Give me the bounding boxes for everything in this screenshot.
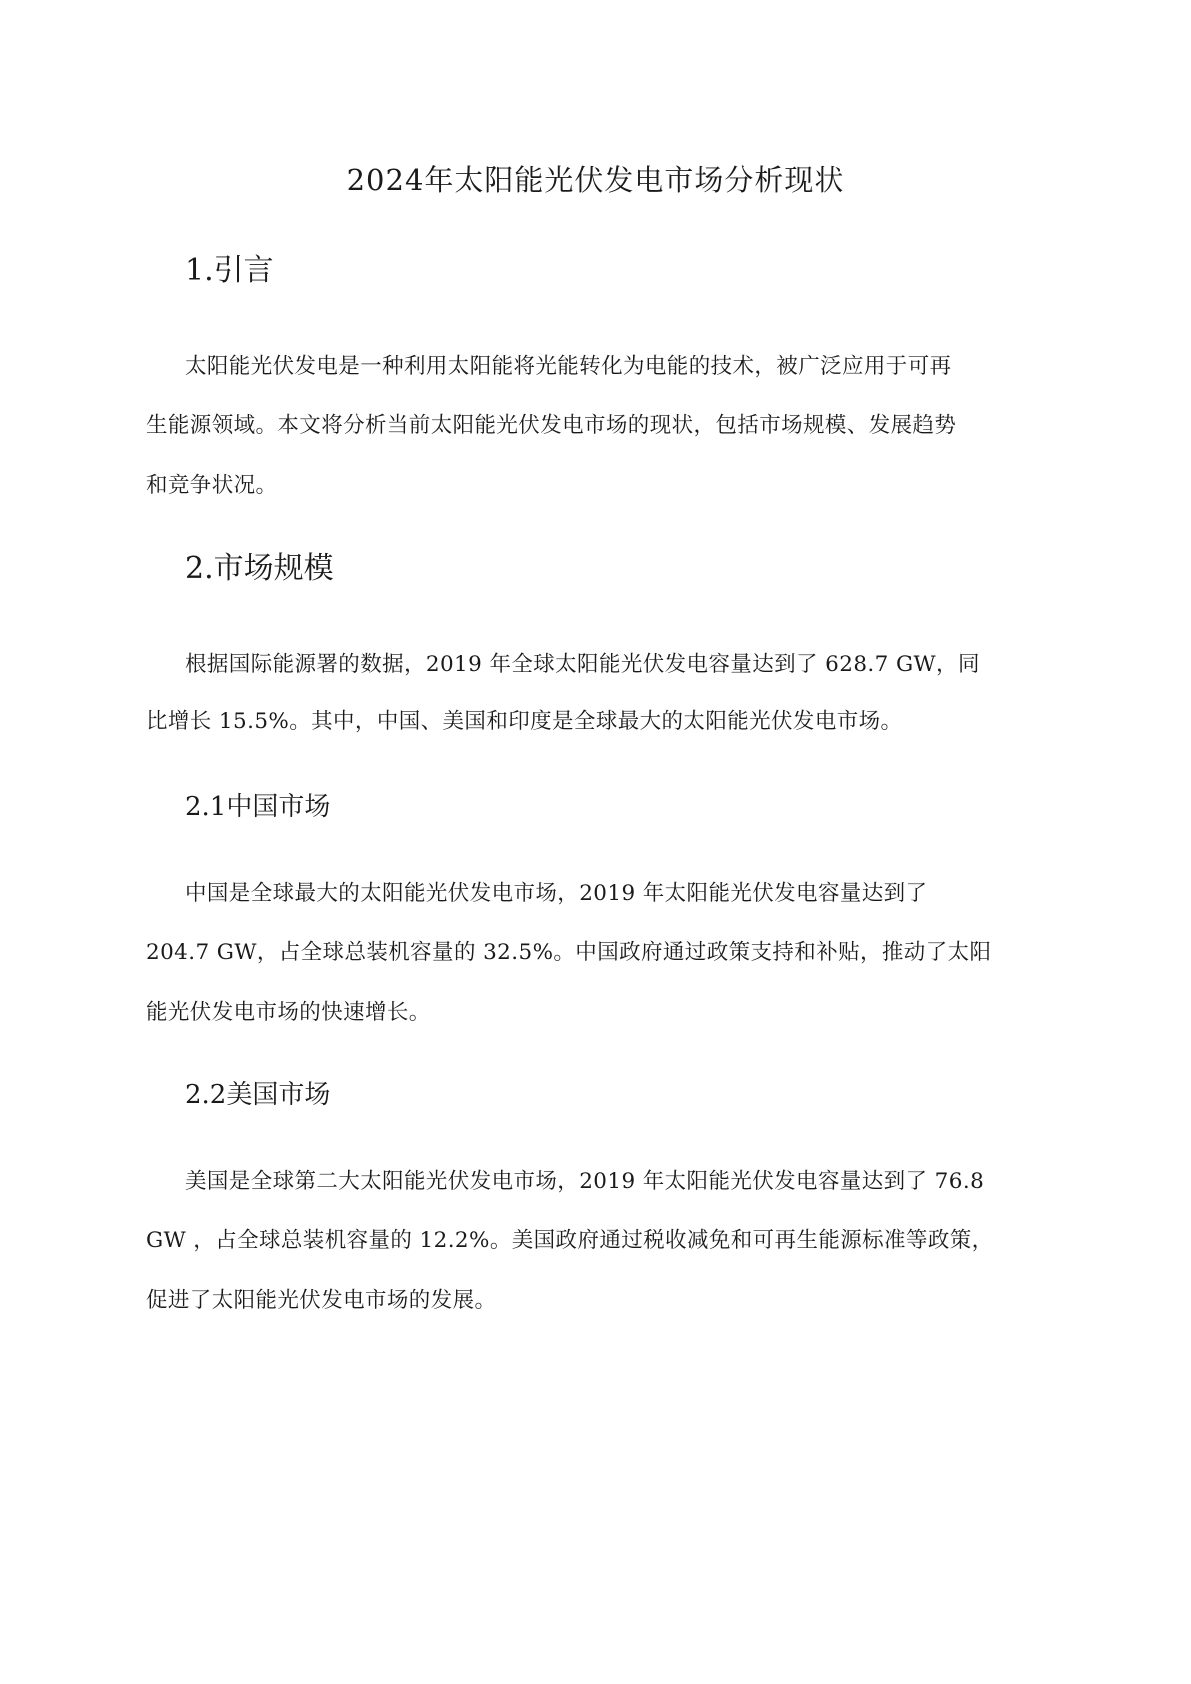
paragraph-line: 美国是全球第二大太阳能光伏发电市场，2019 年太阳能光伏发电容量达到了 76.8: [185, 1169, 985, 1194]
paragraph-market-size: [146, 650, 1046, 737]
paragraph-line: 比增长 15.5%。其中，中国、美国和印度是全球最大的太阳能光伏发电市场。: [146, 709, 903, 734]
paragraph-line: GW ，占全球总装机容量的 12.2%。美国政府通过税收减免和可再生能源标准等政策，: [146, 1228, 994, 1253]
paragraph-intro: [146, 352, 1046, 501]
document-title: 2024年太阳能光伏发电市场分析现状: [346, 163, 845, 197]
section-heading-market-size: 2.市场规模: [185, 551, 334, 586]
paragraph-line: 太阳能光伏发电是一种利用太阳能将光能转化为电能的技术，被广泛应用于可再: [185, 354, 952, 379]
paragraph-china: [146, 879, 1046, 1028]
subsection-heading-usa: 2.2美国市场: [185, 1080, 331, 1110]
paragraph-usa: [146, 1167, 1046, 1316]
paragraph-line: 能光伏发电市场的快速增长。: [146, 1000, 431, 1025]
paragraph-line: 和竞争状况。: [146, 473, 278, 498]
section-heading-intro: 1.引言: [185, 253, 274, 288]
paragraph-line: 中国是全球最大的太阳能光伏发电市场，2019 年太阳能光伏发电容量达到了: [185, 881, 928, 906]
paragraph-line: 促进了太阳能光伏发电市场的发展。: [146, 1288, 497, 1313]
paragraph-line: 生能源领域。本文将分析当前太阳能光伏发电市场的现状，包括市场规模、发展趋势: [146, 413, 957, 438]
paragraph-line: 204.7 GW，占全球总装机容量的 32.5%。中国政府通过政策支持和补贴，推动了太阳: [146, 940, 992, 965]
subsection-heading-china: 2.1中国市场: [185, 792, 331, 822]
paragraph-line: 根据国际能源署的数据，2019 年全球太阳能光伏发电容量达到了 628.7 GW，同: [185, 652, 980, 677]
